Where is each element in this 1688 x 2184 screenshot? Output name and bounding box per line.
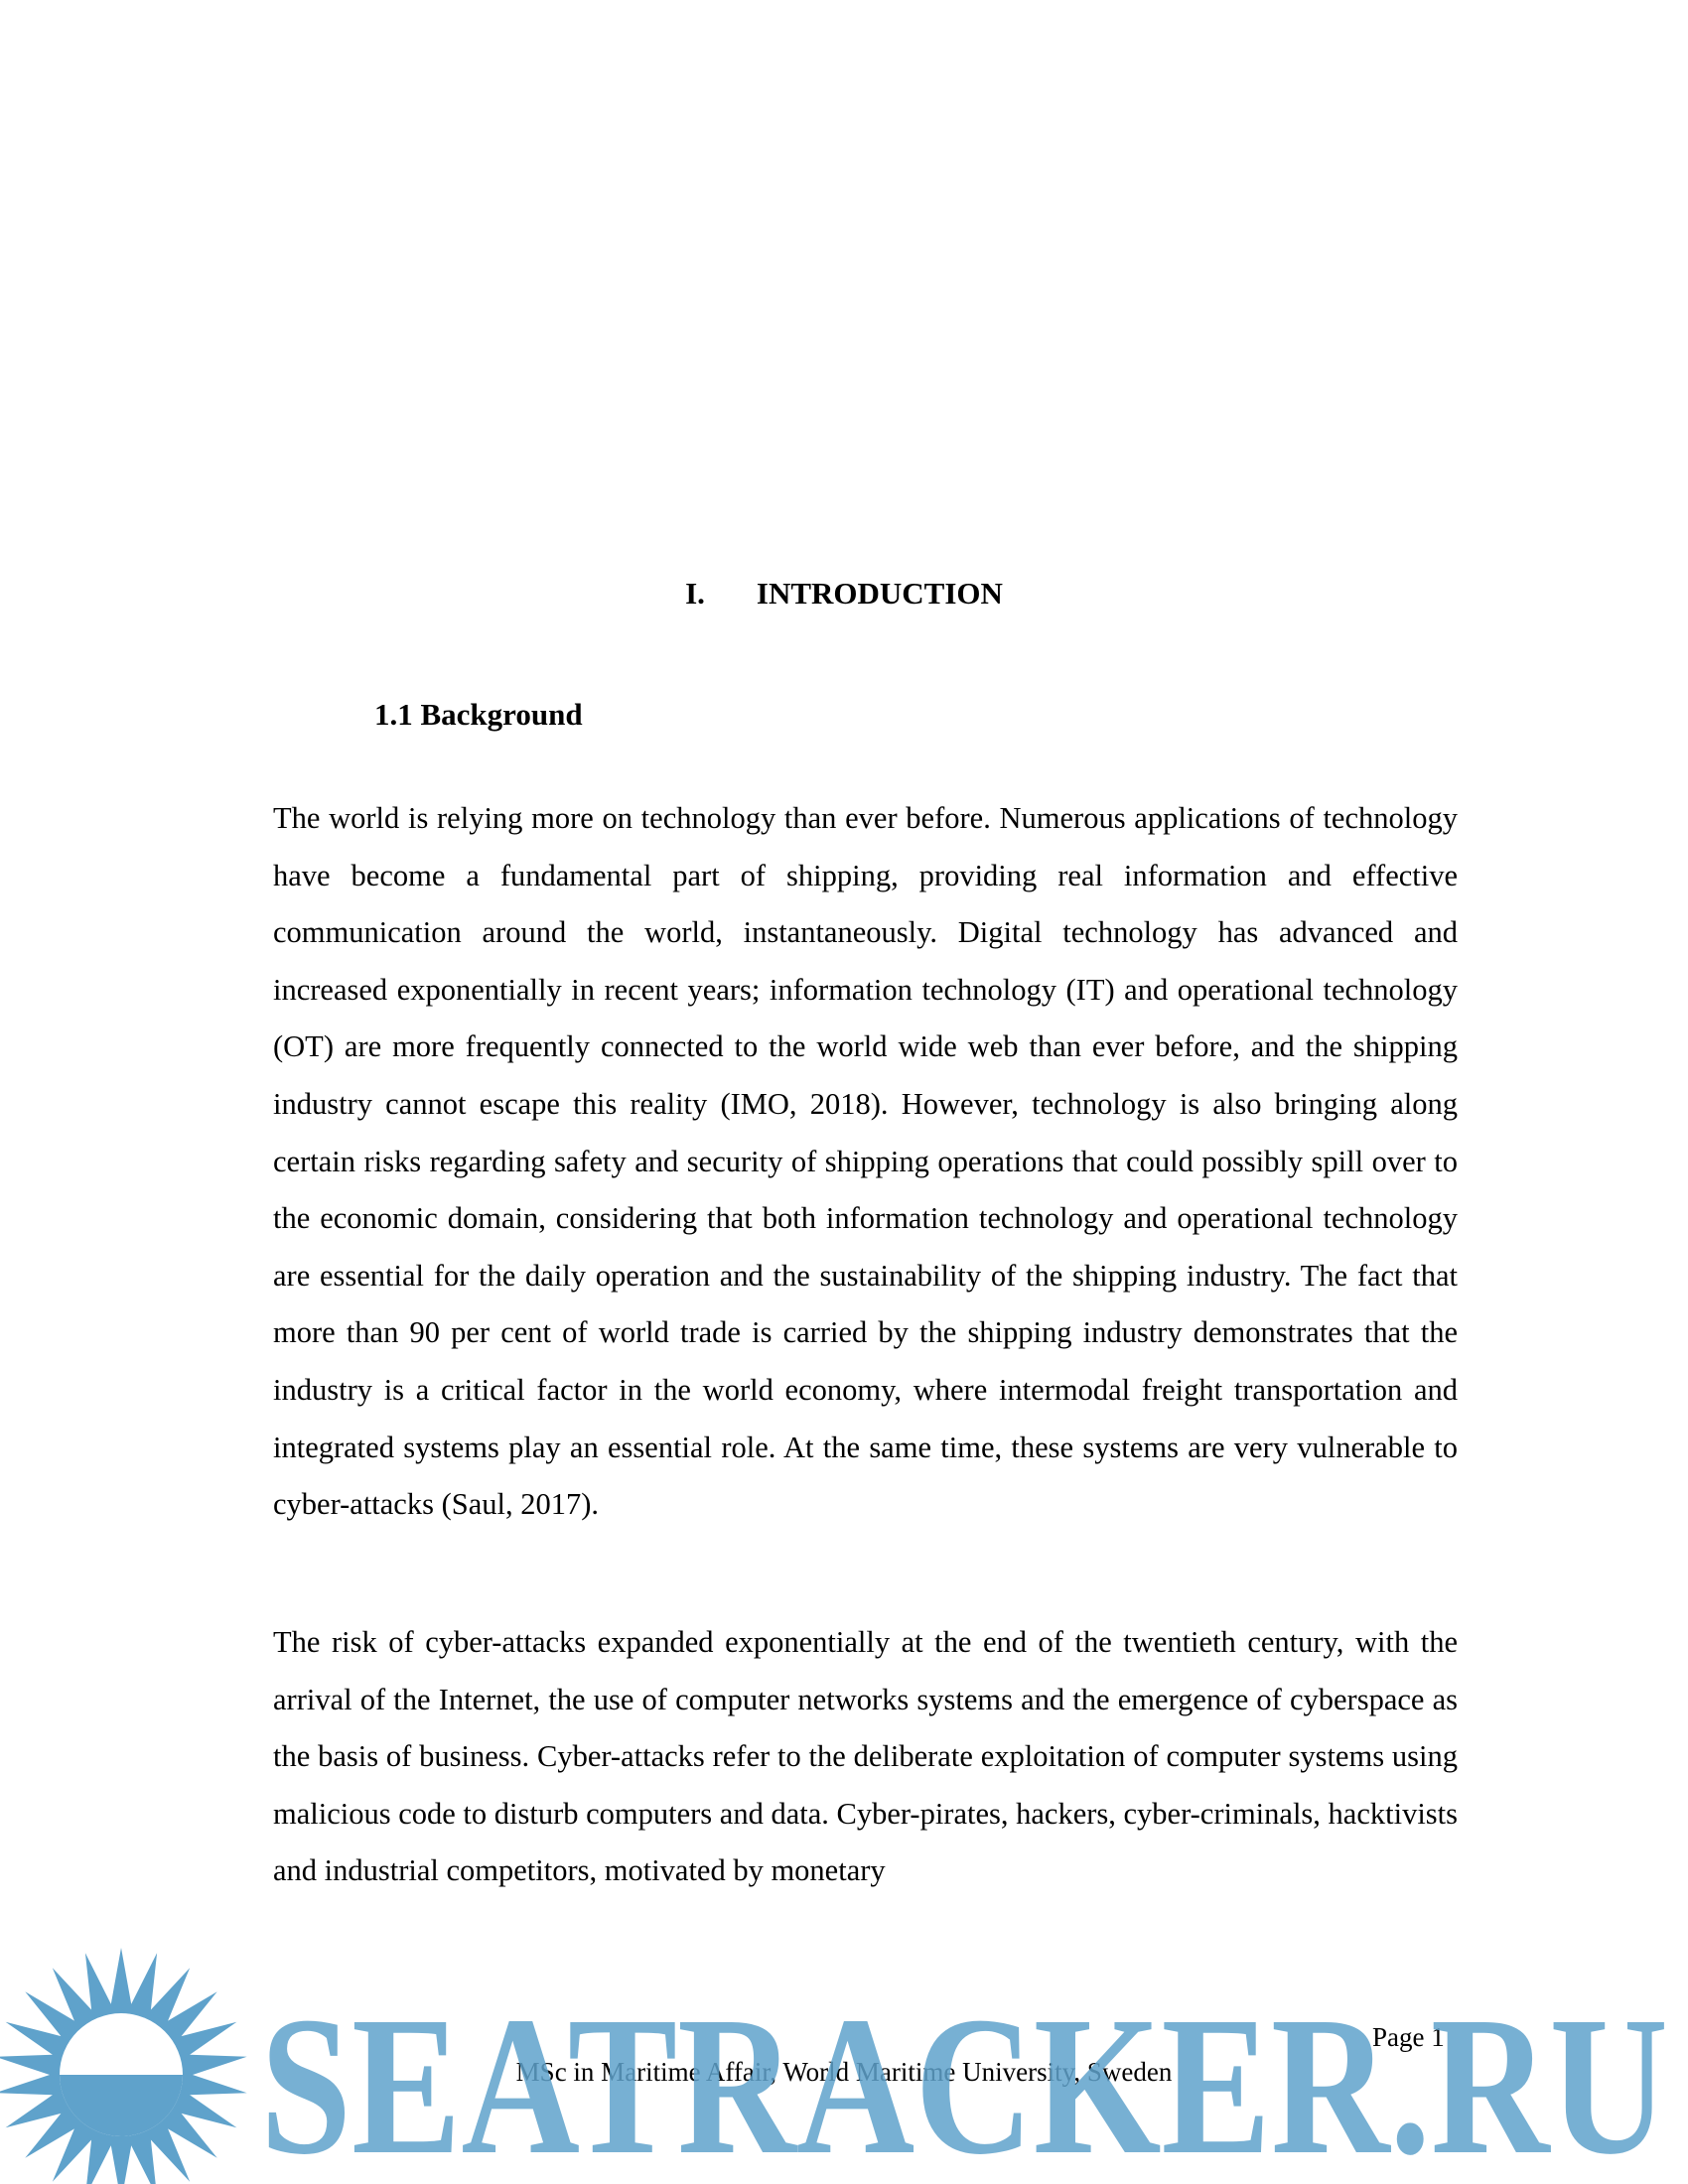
- page-number: Page 1: [1372, 2022, 1445, 2052]
- body-paragraph: The risk of cyber-attacks expanded exponentially at the end of the twentieth century, with the arrival of the Internet, the use of computer networks systems and the emergence of cyberspace as the basis of business. Cyber-attacks refer to the deliberate exploitation of computer systems using malicious code to disturb computers and data. Cyber-pirates, hackers, cyber-criminals, hacktivists and industrial competitors, motivated by monetary: [273, 1625, 1458, 1888]
- chapter-heading: [0, 574, 1688, 614]
- section-heading: 1.1 Background: [374, 697, 583, 732]
- footer-text: MSc in Maritime Affair, World Maritime University, Sweden: [515, 2057, 1173, 2087]
- chapter-number: I.: [685, 576, 705, 611]
- watermark-text: SEATRACKER.RU: [260, 1977, 1668, 2184]
- body-paragraph: The world is relying more on technology than ever before. Numerous applications of technology have become a fundamental part of shipping, providing real information and effective communication around the world, instantaneously. Digital technology has advanced and increased exponentially in recent years; information technology (IT) and operational technology (OT) are more frequently connected to the world wide web than ever before, and the shipping industry cannot escape this reality (IMO, 2018). However, technology is also bringing along certain risks regarding safety and security of shipping operations that could possibly spill over to the economic domain, considering that both information technology and operational technology are essential for the daily operation and the sustainability of the shipping industry. The fact that more than 90 per cent of world trade is carried by the shipping industry demonstrates that the industry is a critical factor in the world economy, where intermodal freight transportation and integrated systems play an essential role. At the same time, these systems are very vulnerable to cyber-attacks (Saul, 2017).: [273, 801, 1458, 1522]
- chapter-title: INTRODUCTION: [756, 576, 1003, 611]
